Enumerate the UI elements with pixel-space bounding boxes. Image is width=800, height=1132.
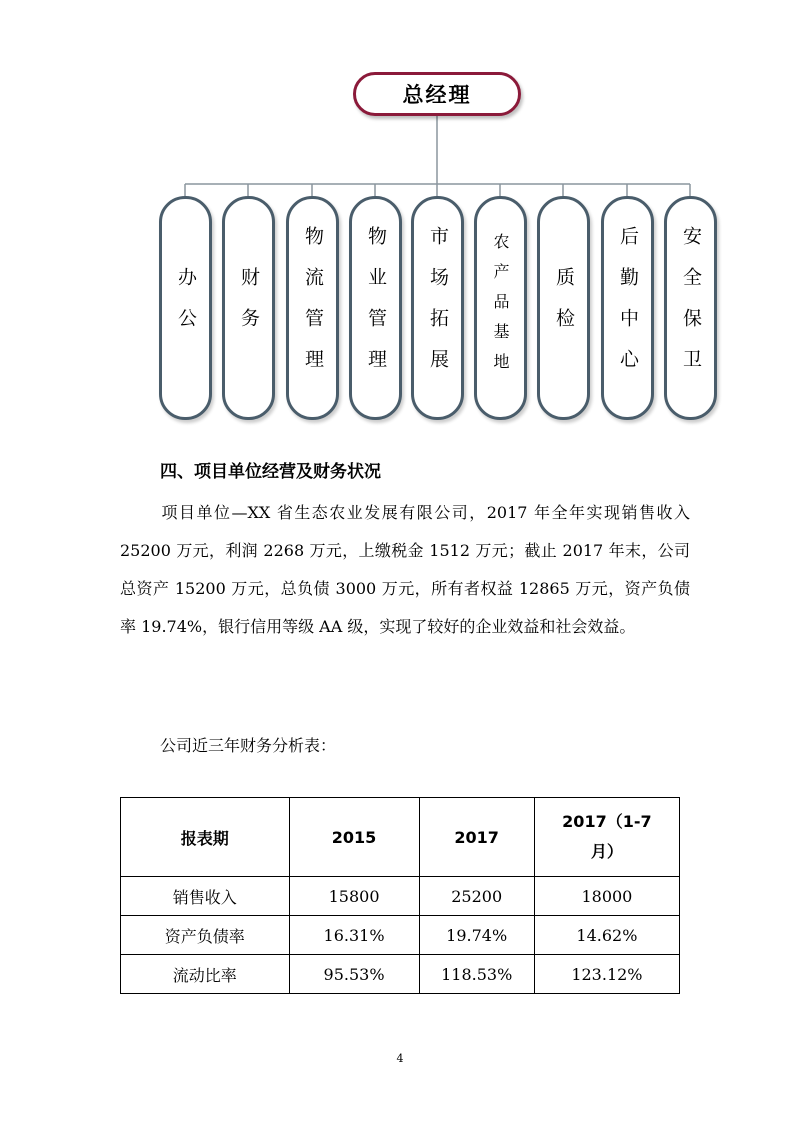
- dept-label: 财务: [238, 267, 260, 349]
- table-cell: 16.31%: [289, 916, 419, 955]
- table-cell: 14.62%: [534, 916, 679, 955]
- general-manager-box: [353, 72, 521, 116]
- dept-label: 办公: [175, 267, 197, 349]
- header-cell: 2017: [419, 798, 534, 877]
- dept-label: 农产品基地: [491, 233, 510, 383]
- table-cell: 销售收入: [121, 877, 290, 916]
- table-row: [121, 877, 680, 916]
- dept-label: 物业管理: [365, 226, 387, 390]
- table-cell: 资产负债率: [121, 916, 290, 955]
- table-header-row: [121, 798, 680, 877]
- dept-label: 后勤中心: [617, 226, 639, 390]
- dept-label: 安全保卫: [680, 226, 702, 390]
- dept-farm-base: [474, 196, 527, 420]
- dept-label: 市场拓展: [427, 226, 449, 390]
- table-cell: 18000: [534, 877, 679, 916]
- header-cell: [534, 798, 679, 877]
- general-manager-label: 总经理: [402, 82, 472, 107]
- org-chart: [0, 0, 800, 430]
- header-cell-text: 2017（1-7月）: [562, 812, 652, 861]
- table-row: [121, 916, 680, 955]
- dept-logistics-center: [601, 196, 654, 420]
- financial-table: [120, 797, 680, 994]
- header-cell: 报表期: [121, 798, 290, 877]
- table-cell: 123.12%: [534, 955, 679, 994]
- dept-office: [159, 196, 212, 420]
- table-row: [121, 955, 680, 994]
- dept-label: 质检: [553, 267, 575, 349]
- page-number: 4: [396, 1052, 404, 1065]
- dept-logistics: [286, 196, 339, 420]
- table-cell: 19.74%: [419, 916, 534, 955]
- section-heading: 四、项目单位经营及财务状况: [160, 462, 381, 482]
- dept-label: 物流管理: [302, 226, 324, 390]
- dept-finance: [222, 196, 275, 420]
- header-cell: 2015: [289, 798, 419, 877]
- paragraph-text: 项目单位—XX 省生态农业发展有限公司，2017 年全年实现销售收入 25200 万元，利润 2268 万元，上缴税金 1512 万元；截止 2017 年末，公司总资产 15200 万元，总负债 3000 万元，所有者权益 12865 万元，资产负债率 19.74%，银行信用等级 AA 级，实现了较好的企业效益和社会效益。: [120, 503, 690, 636]
- dept-marketing: [411, 196, 464, 420]
- dept-quality: [537, 196, 590, 420]
- section-paragraph: [120, 494, 690, 646]
- dept-security: [664, 196, 717, 420]
- dept-property: [349, 196, 402, 420]
- table-cell: 25200: [419, 877, 534, 916]
- table-cell: 流动比率: [121, 955, 290, 994]
- table-cell: 15800: [289, 877, 419, 916]
- table-cell: 95.53%: [289, 955, 419, 994]
- table-cell: 118.53%: [419, 955, 534, 994]
- table-caption: 公司近三年财务分析表：: [160, 736, 337, 755]
